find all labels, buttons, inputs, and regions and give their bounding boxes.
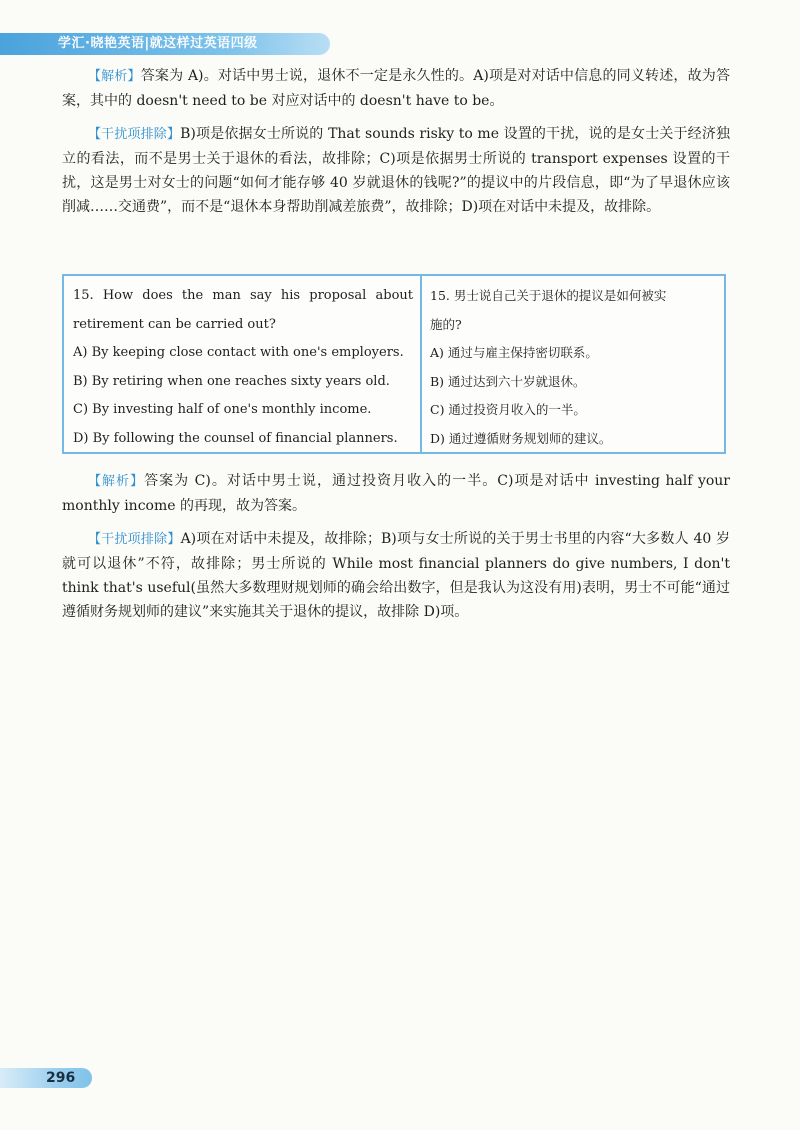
distractor-paragraph-15 (62, 527, 730, 624)
translation-stem-line-2: 施的? (430, 316, 462, 332)
translation-option-c: C) 通过投资月收入的一半。 (430, 402, 586, 417)
running-header-title: 学汇·晓艳英语|就这样过英语四级 (58, 36, 258, 51)
analysis-paragraph-14 (62, 64, 730, 113)
option-c: C) By investing half of one's monthly income. (73, 402, 372, 417)
distractor-text: B)项是依据女士所说的 That sounds risky to me 设置的干扰，说的是女士关于经济独立的看法，而不是男士关于退休的看法，故排除；C)项是依据男士所说的 transport expenses 设置的干扰，这是男士对女士的问题“如何才能存够 40 岁就退休的钱呢?”的提议中的片段信息，即“为了早退休应该削减……交通费”，而不是“退休本身帮助削减差旅费”，故排除；D)项在对话中未提及，故排除。 (62, 126, 730, 215)
distractor-text: A)项在对话中未提及，故排除；B)项与女士所说的关于男士书里的内容“大多数人 40 岁就可以退休”不符，故排除；男士所说的 While most financial planners do give numbers, I don't think that's useful(虽然大多数理财规划师的确会给出数字，但是我认为这没有用)表明，男士不可能“通过遵循财务规划师的建议”来实施其关于退休的提议，故排除 D)项。 (62, 531, 730, 620)
distractor-tag: 【干扰项排除】 (88, 127, 181, 142)
page-number: 296 (46, 1070, 76, 1086)
question-15-box (62, 274, 726, 454)
question-stem-line-2: retirement can be carried out? (73, 316, 276, 332)
analysis-tag: 【解析】 (88, 69, 141, 84)
distractor-tag: 【干扰项排除】 (88, 532, 181, 547)
analysis-text: 答案为 A)。对话中男士说，退休不一定是永久性的。A)项是对对话中信息的同义转述，故为答案，其中的 doesn't need to be 对应对话中的 doesn't have to be。 (62, 68, 730, 109)
analysis-paragraph-15 (62, 469, 730, 518)
option-d: D) By following the counsel of financial planners. (73, 430, 398, 446)
option-b: B) By retiring when one reaches sixty years old. (73, 373, 390, 389)
option-a: A) By keeping close contact with one's employers. (73, 345, 404, 360)
translation-option-d: D) 通过遵循财务规划师的建议。 (430, 430, 612, 446)
translation-stem-line-1: 15. 男士说自己关于退休的提议是如何被实 (430, 288, 667, 303)
translation-option-b: B) 通过达到六十岁就退休。 (430, 373, 586, 389)
question-chinese-column (422, 276, 724, 452)
question-stem-line-1: 15. How does the man say his proposal about (73, 288, 413, 303)
distractor-paragraph-14 (62, 122, 730, 219)
analysis-tag: 【解析】 (88, 474, 145, 489)
analysis-text: 答案为 C)。对话中男士说，通过投资月收入的一半。C)项是对话中 investing half your monthly income 的再现，故为答案。 (62, 473, 730, 514)
question-english-column (64, 276, 422, 452)
translation-option-a: A) 通过与雇主保持密切联系。 (430, 345, 598, 360)
